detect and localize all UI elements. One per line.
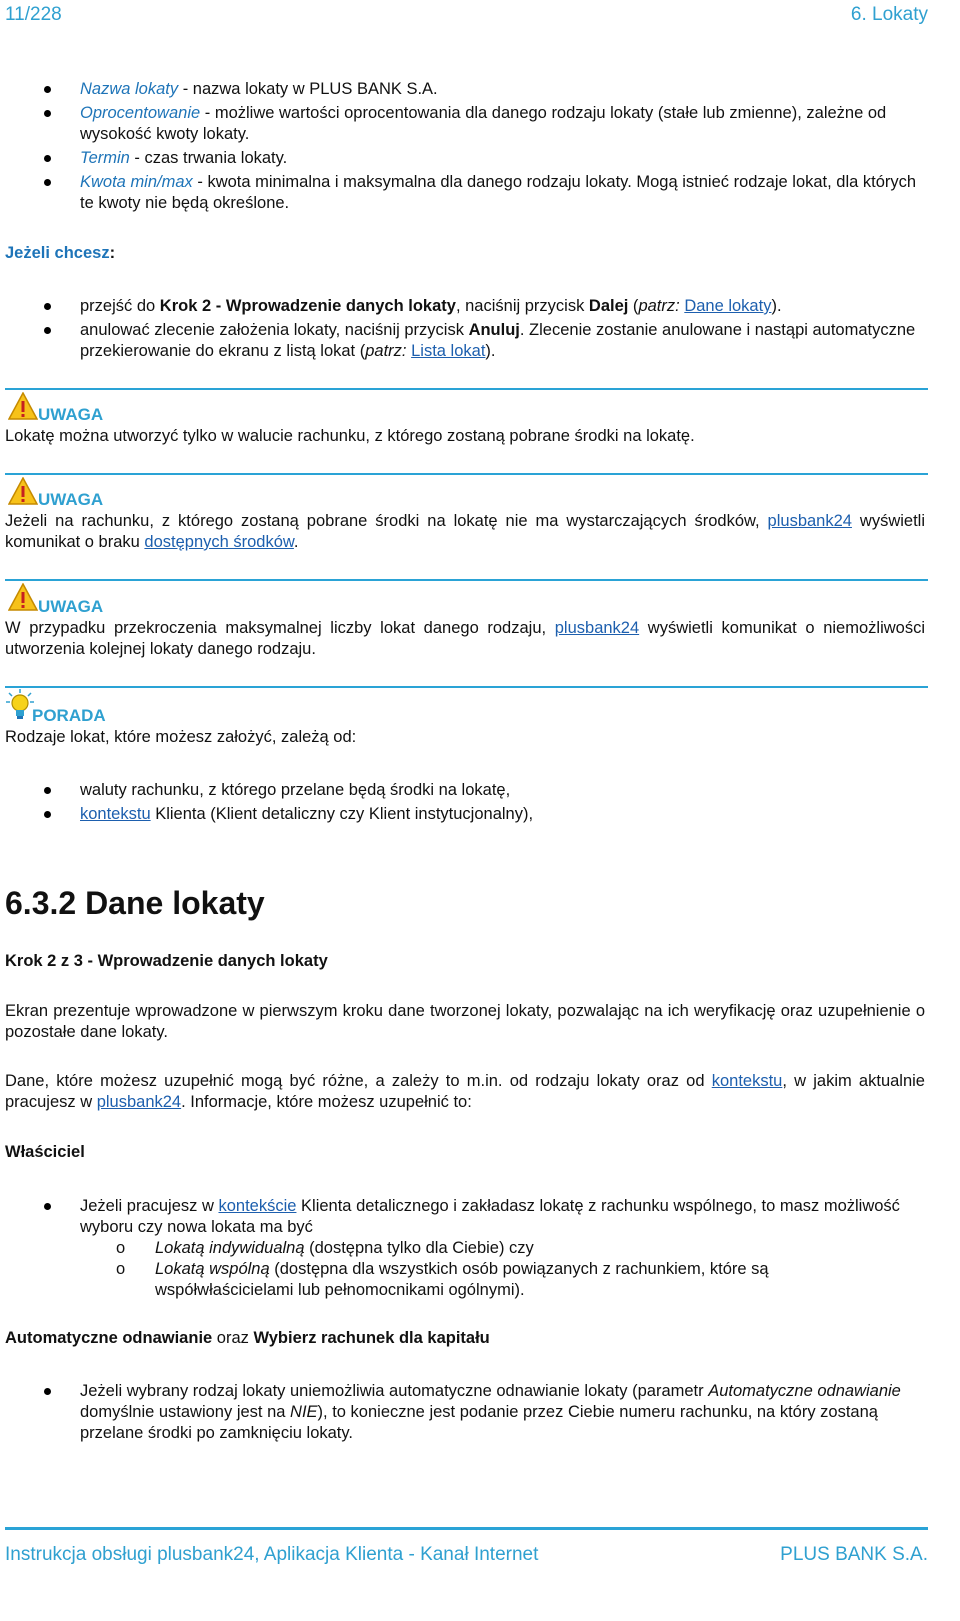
callout-text: Rodzaje lokat, które możesz założyć, zależą od: (5, 728, 357, 746)
sub-list-item: o Lokatą indywidualną (dostępna tylko dla Ciebie) czy (116, 1239, 534, 1257)
divider (5, 473, 928, 475)
bullet-icon (44, 86, 51, 93)
bullet-icon (44, 1388, 51, 1395)
owner-heading: Właściciel (5, 1143, 85, 1161)
if-heading: Jeżeli chcesz: (5, 244, 116, 262)
warning-icon (8, 392, 38, 420)
bullet-icon (44, 327, 51, 334)
dostepne-srodki-link[interactable]: dostępnych środków (144, 533, 294, 551)
page-number: 11/228 (5, 4, 62, 25)
sub-bullet-icon: o (116, 1260, 126, 1278)
footer-right: PLUS BANK S.A. (780, 1544, 928, 1565)
callout-title: PORADA (32, 706, 106, 725)
footer-left: Instrukcja obsługi plusbank24, Aplikacja Klienta - Kanał Internet (5, 1544, 539, 1565)
callout-title: UWAGA (38, 405, 104, 424)
warning-icon (8, 477, 38, 505)
bullet-icon (44, 811, 51, 818)
section-heading: 6.3.2 Dane lokaty (5, 885, 265, 921)
callout-text: Jeżeli na rachunku, z którego zostaną pobrane środki na lokatę nie ma wystarczających środków, plusbank24 wyświetli komunikat o braku dostępnych środków. (5, 512, 925, 551)
plusbank24-link[interactable]: plusbank24 (767, 512, 852, 530)
dane-lokaty-link[interactable]: Dane lokaty (684, 297, 772, 315)
plusbank24-link[interactable]: plusbank24 (96, 1093, 182, 1111)
list-item: kontekstu Klienta (Klient detaliczny czy Klient instytucjonalny), (4, 804, 924, 825)
lightbulb-icon (6, 689, 34, 721)
term: Kwota min/max (80, 173, 193, 191)
bullet-icon (44, 179, 51, 186)
divider (5, 579, 928, 581)
term: Termin (80, 149, 130, 167)
bullet-icon (44, 155, 51, 162)
lista-lokat-link[interactable]: Lista lokat (411, 342, 486, 360)
term: Oprocentowanie (80, 104, 201, 122)
section-title: 6. Lokaty (850, 4, 928, 25)
divider (5, 388, 928, 390)
warning-icon (8, 583, 38, 611)
callout-text: Lokatę można utworzyć tylko w walucie rachunku, z którego zostaną pobrane środki na lokatę. (5, 427, 695, 445)
step-heading: Krok 2 z 3 - Wprowadzenie danych lokaty (5, 952, 328, 970)
list-item: Nazwa lokaty - nazwa lokaty w PLUS BANK S.A. (4, 79, 924, 100)
auto-heading: Automatyczne odnawianie oraz Wybierz rachunek dla kapitału (5, 1329, 490, 1347)
kontekst-link[interactable]: kontekstu (711, 1072, 783, 1090)
callout-text: W przypadku przekroczenia maksymalnej liczby lokat danego rodzaju, plusbank24 wyświetli komunikat o niemożliwości utworzenia kolejnej lokaty danego rodzaju. (5, 619, 925, 658)
list-item: Jeżeli pracujesz w kontekście Klienta detalicznego i zakładasz lokatę z rachunku wspólnego, to masz możliwość wyboru czy nowa lokata ma być (4, 1196, 924, 1238)
paragraph: Dane, które możesz uzupełnić mogą być różne, a zależy to m.in. od rodzaju lokaty oraz od kontekstu, w jakim aktualnie pracujesz w plusbank24. Informacje, które możesz uzupełnić to: (5, 1072, 925, 1111)
callout-title: UWAGA (38, 490, 104, 509)
list-item: Kwota min/max - kwota minimalna i maksymalna dla danego rodzaju lokaty. Mogą istnieć rodzaje lokat, dla których te kwoty nie będą określone. (4, 172, 924, 214)
list-item: Jeżeli wybrany rodzaj lokaty uniemożliwia automatyczne odnawianie lokaty (parametr Automatyczne odnawianie domyślnie ustawiony jest na NIE), to konieczne jest podanie przez Ciebie numeru rachunku, na który zostaną przelane środki po zamknięciu lokaty. (4, 1381, 924, 1444)
paragraph: Ekran prezentuje wprowadzone w pierwszym kroku dane tworzonej lokaty, pozwalając na ich weryfikację oraz uzupełnienie o pozostałe dane lokaty. (5, 1002, 925, 1041)
divider (5, 686, 928, 688)
bullet-icon (44, 110, 51, 117)
footer-divider (5, 1527, 928, 1530)
bullet-icon (44, 787, 51, 794)
sub-bullet-icon: o (116, 1239, 126, 1257)
kontekst-link[interactable]: kontekstu (80, 805, 151, 823)
plusbank24-link[interactable]: plusbank24 (554, 619, 640, 637)
bullet-icon (44, 1203, 51, 1210)
list-item: anulować zlecenie założenia lokaty, naciśnij przycisk Anuluj. Zlecenie zostanie anulowane i nastąpi automatyczne przekierowanie do ekranu z listą lokat (patrz: Lista lokat). (4, 320, 924, 362)
bullet-icon (44, 303, 51, 310)
term: Nazwa lokaty (80, 80, 179, 98)
kontekst-link[interactable]: kontekście (218, 1197, 297, 1215)
callout-title: UWAGA (38, 597, 104, 616)
sub-list-item: o Lokatą wspólną (dostępna dla wszystkich osób powiązanych z rachunkiem, które są współwłaścicielami lub pełnomocnikami ogólnymi). (116, 1260, 769, 1299)
list-item: Termin - czas trwania lokaty. (4, 148, 924, 169)
list-item: Oprocentowanie - możliwe wartości oprocentowania dla danego rodzaju lokaty (stałe lub zmienne), zależne od wysokość kwoty lokaty. (4, 103, 924, 145)
list-item: przejść do Krok 2 - Wprowadzenie danych lokaty, naciśnij przycisk Dalej (patrz: Dane lokaty). (4, 296, 924, 317)
list-item: waluty rachunku, z którego przelane będą środki na lokatę, (4, 780, 924, 801)
